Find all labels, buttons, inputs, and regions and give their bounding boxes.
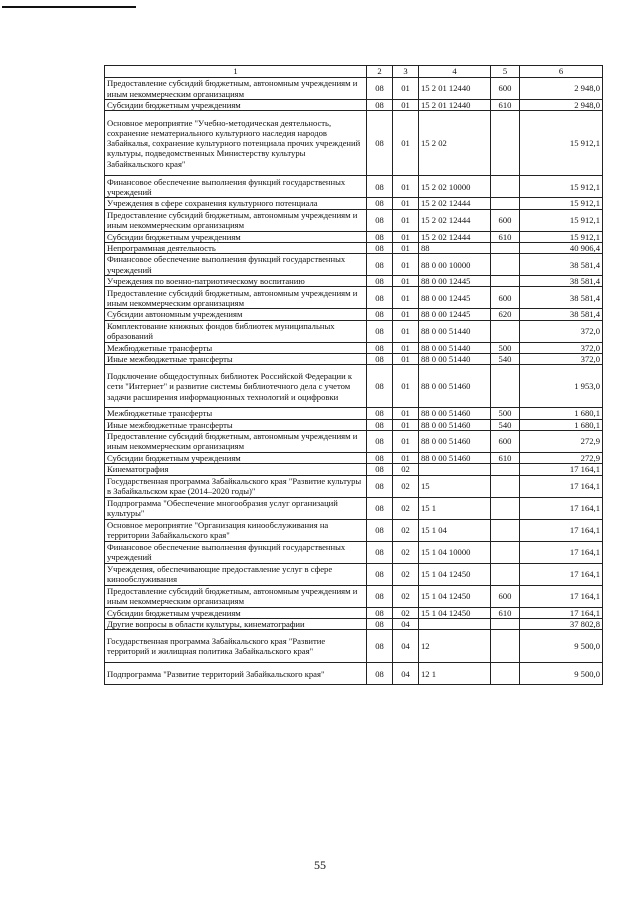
row-target-article-code: 15 1 04 10000 — [419, 541, 491, 563]
row-expense-type-code: 610 — [491, 452, 520, 463]
row-amount: 9 500,0 — [520, 630, 603, 663]
row-expense-type-code — [491, 111, 520, 176]
row-amount: 15 912,1 — [520, 176, 603, 198]
row-target-article-code: 15 1 04 12450 — [419, 607, 491, 618]
row-amount: 17 164,1 — [520, 497, 603, 519]
row-section-code: 08 — [367, 452, 393, 463]
row-amount: 2 948,0 — [520, 100, 603, 111]
row-target-article-code: 88 0 00 51440 — [419, 342, 491, 353]
table-row — [105, 618, 603, 629]
column-header-4: 4 — [419, 66, 491, 78]
row-amount: 38 581,4 — [520, 254, 603, 276]
row-target-article-code: 12 — [419, 630, 491, 663]
row-name: Непрограммная деятельность — [105, 242, 367, 253]
table-row — [105, 475, 603, 497]
row-section-code: 08 — [367, 497, 393, 519]
table-row — [105, 519, 603, 541]
row-target-article-code: 88 0 00 12445 — [419, 309, 491, 320]
table-row — [105, 408, 603, 419]
row-amount: 272,9 — [520, 452, 603, 463]
table-row — [105, 607, 603, 618]
row-section-code: 08 — [367, 78, 393, 100]
page-number: 55 — [314, 858, 326, 872]
row-section-code: 08 — [367, 111, 393, 176]
row-expense-type-code — [491, 630, 520, 663]
row-name: Предоставление субсидий бюджетным, автономным учреждениям и иным некоммерческим организациям — [105, 209, 367, 231]
table-row — [105, 198, 603, 209]
row-name: Основное мероприятие "Организация кинообслуживания на территории Забайкальского края" — [105, 519, 367, 541]
row-target-article-code: 15 1 04 — [419, 519, 491, 541]
table-row — [105, 630, 603, 663]
row-name: Субсидии автономным учреждениям — [105, 309, 367, 320]
row-name: Предоставление субсидий бюджетным, автономным учреждениям и иным некоммерческим организациям — [105, 287, 367, 309]
row-expense-type-code — [491, 618, 520, 629]
row-expense-type-code — [491, 176, 520, 198]
row-amount: 15 912,1 — [520, 111, 603, 176]
row-target-article-code: 12 1 — [419, 663, 491, 685]
row-expense-type-code: 600 — [491, 585, 520, 607]
row-target-article-code: 88 — [419, 242, 491, 253]
row-expense-type-code: 600 — [491, 287, 520, 309]
row-expense-type-code — [491, 254, 520, 276]
row-expense-type-code: 540 — [491, 419, 520, 430]
row-section-code: 08 — [367, 242, 393, 253]
column-header-5: 5 — [491, 66, 520, 78]
row-subsection-code: 01 — [393, 309, 419, 320]
table-row — [105, 585, 603, 607]
budget-table-body — [105, 66, 603, 685]
row-section-code: 08 — [367, 365, 393, 408]
row-expense-type-code: 600 — [491, 78, 520, 100]
row-subsection-code: 01 — [393, 254, 419, 276]
row-expense-type-code — [491, 276, 520, 287]
row-name: Иные межбюджетные трансферты — [105, 419, 367, 430]
row-target-article-code: 88 0 00 51460 — [419, 365, 491, 408]
row-target-article-code: 15 1 04 12450 — [419, 585, 491, 607]
row-name: Субсидии бюджетным учреждениям — [105, 100, 367, 111]
row-section-code: 08 — [367, 320, 393, 342]
row-amount: 1 680,1 — [520, 408, 603, 419]
row-section-code: 08 — [367, 663, 393, 685]
row-target-article-code: 88 0 00 51460 — [419, 408, 491, 419]
row-name: Государственная программа Забайкальского края "Развитие культуры в Забайкальском крае (2014–2020 годы)" — [105, 475, 367, 497]
table-row — [105, 354, 603, 365]
row-name: Кинематография — [105, 464, 367, 475]
row-section-code: 08 — [367, 100, 393, 111]
row-amount: 17 164,1 — [520, 519, 603, 541]
row-subsection-code: 01 — [393, 354, 419, 365]
row-name: Предоставление субсидий бюджетным, автономным учреждениям и иным некоммерческим организациям — [105, 585, 367, 607]
row-expense-type-code — [491, 519, 520, 541]
row-expense-type-code: 500 — [491, 408, 520, 419]
row-name: Межбюджетные трансферты — [105, 408, 367, 419]
row-name: Комплектование книжных фондов библиотек муниципальных образований — [105, 320, 367, 342]
row-subsection-code: 01 — [393, 242, 419, 253]
table-row — [105, 309, 603, 320]
row-amount: 40 906,4 — [520, 242, 603, 253]
row-target-article-code: 88 0 00 12445 — [419, 287, 491, 309]
row-expense-type-code — [491, 464, 520, 475]
row-target-article-code: 88 0 00 10000 — [419, 254, 491, 276]
row-amount: 372,0 — [520, 354, 603, 365]
row-name: Другие вопросы в области культуры, кинематографии — [105, 618, 367, 629]
row-name: Предоставление субсидий бюджетным, автономным учреждениям и иным некоммерческим организациям — [105, 430, 367, 452]
row-subsection-code: 01 — [393, 100, 419, 111]
row-section-code: 08 — [367, 354, 393, 365]
row-name: Основное мероприятие "Учебно-методическая деятельность, сохранение нематериального культурного наследия народов Забайкалья, сохранение культурного потенциала прочих учреждений культуры, подведомственных Министерству культуры Забайкальского края" — [105, 111, 367, 176]
row-expense-type-code: 610 — [491, 231, 520, 242]
row-name: Субсидии бюджетным учреждениям — [105, 231, 367, 242]
row-subsection-code: 02 — [393, 563, 419, 585]
row-subsection-code: 01 — [393, 320, 419, 342]
row-amount: 17 164,1 — [520, 475, 603, 497]
row-subsection-code: 01 — [393, 419, 419, 430]
budget-table — [104, 65, 603, 685]
row-subsection-code: 01 — [393, 78, 419, 100]
row-section-code: 08 — [367, 231, 393, 242]
row-amount: 17 164,1 — [520, 607, 603, 618]
table-row — [105, 176, 603, 198]
row-section-code: 08 — [367, 276, 393, 287]
row-target-article-code: 88 0 00 51460 — [419, 452, 491, 463]
row-amount: 17 164,1 — [520, 464, 603, 475]
row-target-article-code: 88 0 00 51460 — [419, 419, 491, 430]
row-expense-type-code: 540 — [491, 354, 520, 365]
column-header-2: 2 — [367, 66, 393, 78]
row-name: Учреждения, обеспечивающие предоставление услуг в сфере кинообслуживания — [105, 563, 367, 585]
row-subsection-code: 04 — [393, 663, 419, 685]
row-amount: 37 802,8 — [520, 618, 603, 629]
column-header-3: 3 — [393, 66, 419, 78]
table-row — [105, 100, 603, 111]
row-target-article-code: 15 1 04 12450 — [419, 563, 491, 585]
row-amount: 38 581,4 — [520, 287, 603, 309]
row-target-article-code: 15 — [419, 475, 491, 497]
row-expense-type-code: 620 — [491, 309, 520, 320]
row-target-article-code — [419, 464, 491, 475]
row-amount: 17 164,1 — [520, 585, 603, 607]
row-subsection-code: 01 — [393, 231, 419, 242]
table-row — [105, 242, 603, 253]
row-subsection-code: 02 — [393, 464, 419, 475]
row-expense-type-code: 600 — [491, 430, 520, 452]
row-expense-type-code — [491, 242, 520, 253]
row-target-article-code: 88 0 00 51440 — [419, 354, 491, 365]
table-row — [105, 541, 603, 563]
table-row — [105, 497, 603, 519]
row-target-article-code: 15 2 02 12444 — [419, 209, 491, 231]
row-amount: 1 953,0 — [520, 365, 603, 408]
table-row — [105, 419, 603, 430]
table-row — [105, 663, 603, 685]
row-expense-type-code: 600 — [491, 209, 520, 231]
row-section-code: 08 — [367, 430, 393, 452]
column-header-1: 1 — [105, 66, 367, 78]
column-number-row — [105, 66, 603, 78]
row-subsection-code: 02 — [393, 519, 419, 541]
row-expense-type-code — [491, 663, 520, 685]
row-target-article-code: 88 0 00 12445 — [419, 276, 491, 287]
row-amount: 372,0 — [520, 342, 603, 353]
header-rule — [2, 6, 136, 8]
row-amount: 372,0 — [520, 320, 603, 342]
row-section-code: 08 — [367, 176, 393, 198]
row-expense-type-code — [491, 541, 520, 563]
row-section-code: 08 — [367, 342, 393, 353]
row-amount: 38 581,4 — [520, 276, 603, 287]
row-amount: 15 912,1 — [520, 209, 603, 231]
table-row — [105, 464, 603, 475]
row-subsection-code: 02 — [393, 607, 419, 618]
row-section-code: 08 — [367, 408, 393, 419]
table-row — [105, 342, 603, 353]
row-subsection-code: 01 — [393, 198, 419, 209]
row-subsection-code: 01 — [393, 111, 419, 176]
row-name: Финансовое обеспечение выполнения функций государственных учреждений — [105, 176, 367, 198]
table-row — [105, 276, 603, 287]
row-name: Подпрограмма "Развитие территорий Забайкальского края" — [105, 663, 367, 685]
table-row — [105, 430, 603, 452]
row-amount: 2 948,0 — [520, 78, 603, 100]
table-row — [105, 287, 603, 309]
table-row — [105, 320, 603, 342]
row-target-article-code: 88 0 00 51440 — [419, 320, 491, 342]
row-section-code: 08 — [367, 618, 393, 629]
row-amount: 1 680,1 — [520, 419, 603, 430]
row-section-code: 08 — [367, 607, 393, 618]
row-target-article-code: 15 2 02 — [419, 111, 491, 176]
row-expense-type-code: 610 — [491, 100, 520, 111]
row-subsection-code: 01 — [393, 452, 419, 463]
row-subsection-code: 02 — [393, 475, 419, 497]
row-name: Предоставление субсидий бюджетным, автономным учреждениям и иным некоммерческим организациям — [105, 78, 367, 100]
row-section-code: 08 — [367, 585, 393, 607]
row-expense-type-code — [491, 365, 520, 408]
row-subsection-code: 01 — [393, 176, 419, 198]
row-subsection-code: 02 — [393, 497, 419, 519]
row-name: Субсидии бюджетным учреждениям — [105, 452, 367, 463]
row-subsection-code: 01 — [393, 408, 419, 419]
row-name: Учреждения в сфере сохранения культурного потенциала — [105, 198, 367, 209]
row-subsection-code: 01 — [393, 287, 419, 309]
row-amount: 9 500,0 — [520, 663, 603, 685]
row-expense-type-code — [491, 563, 520, 585]
row-amount: 15 912,1 — [520, 198, 603, 209]
row-name: Подпрограмма "Обеспечение многообразия услуг организаций культуры" — [105, 497, 367, 519]
row-expense-type-code — [491, 320, 520, 342]
row-subsection-code: 02 — [393, 585, 419, 607]
row-section-code: 08 — [367, 475, 393, 497]
row-section-code: 08 — [367, 209, 393, 231]
row-subsection-code: 01 — [393, 430, 419, 452]
row-section-code: 08 — [367, 419, 393, 430]
row-target-article-code: 15 2 01 12440 — [419, 78, 491, 100]
row-expense-type-code — [491, 475, 520, 497]
row-section-code: 08 — [367, 519, 393, 541]
row-expense-type-code — [491, 198, 520, 209]
row-subsection-code: 01 — [393, 276, 419, 287]
row-subsection-code: 01 — [393, 365, 419, 408]
row-name: Иные межбюджетные трансферты — [105, 354, 367, 365]
row-name: Межбюджетные трансферты — [105, 342, 367, 353]
table-row — [105, 78, 603, 100]
row-expense-type-code: 610 — [491, 607, 520, 618]
table-row — [105, 254, 603, 276]
table-row — [105, 563, 603, 585]
row-name: Финансовое обеспечение выполнения функций государственных учреждений — [105, 254, 367, 276]
row-target-article-code: 88 0 00 51460 — [419, 430, 491, 452]
row-amount: 17 164,1 — [520, 563, 603, 585]
row-section-code: 08 — [367, 541, 393, 563]
table-row — [105, 209, 603, 231]
row-subsection-code: 02 — [393, 541, 419, 563]
row-expense-type-code — [491, 497, 520, 519]
row-subsection-code: 04 — [393, 630, 419, 663]
row-section-code: 08 — [367, 563, 393, 585]
row-amount: 38 581,4 — [520, 309, 603, 320]
row-name: Учреждения по военно-патриотическому воспитанию — [105, 276, 367, 287]
table-row — [105, 111, 603, 176]
row-target-article-code: 15 1 — [419, 497, 491, 519]
row-section-code: 08 — [367, 464, 393, 475]
row-section-code: 08 — [367, 254, 393, 276]
row-target-article-code — [419, 618, 491, 629]
row-name: Субсидии бюджетным учреждениям — [105, 607, 367, 618]
row-subsection-code: 01 — [393, 342, 419, 353]
row-name: Финансовое обеспечение выполнения функций государственных учреждений — [105, 541, 367, 563]
row-name: Подключение общедоступных библиотек Российской Федерации к сети "Интернет" и развитие системы библиотечного дела с учетом задачи расширения информационных технологий и оцифровки — [105, 365, 367, 408]
row-amount: 17 164,1 — [520, 541, 603, 563]
row-name: Государственная программа Забайкальского края "Развитие территорий и жилищная политика Забайкальского края" — [105, 630, 367, 663]
row-expense-type-code: 500 — [491, 342, 520, 353]
row-target-article-code: 15 2 02 12444 — [419, 198, 491, 209]
row-amount: 272,9 — [520, 430, 603, 452]
row-subsection-code: 04 — [393, 618, 419, 629]
table-row — [105, 365, 603, 408]
table-row — [105, 231, 603, 242]
row-section-code: 08 — [367, 630, 393, 663]
row-target-article-code: 15 2 02 12444 — [419, 231, 491, 242]
table-row — [105, 452, 603, 463]
column-header-6: 6 — [520, 66, 603, 78]
row-section-code: 08 — [367, 309, 393, 320]
row-subsection-code: 01 — [393, 209, 419, 231]
row-target-article-code: 15 2 01 12440 — [419, 100, 491, 111]
row-section-code: 08 — [367, 287, 393, 309]
row-section-code: 08 — [367, 198, 393, 209]
row-target-article-code: 15 2 02 10000 — [419, 176, 491, 198]
row-amount: 15 912,1 — [520, 231, 603, 242]
